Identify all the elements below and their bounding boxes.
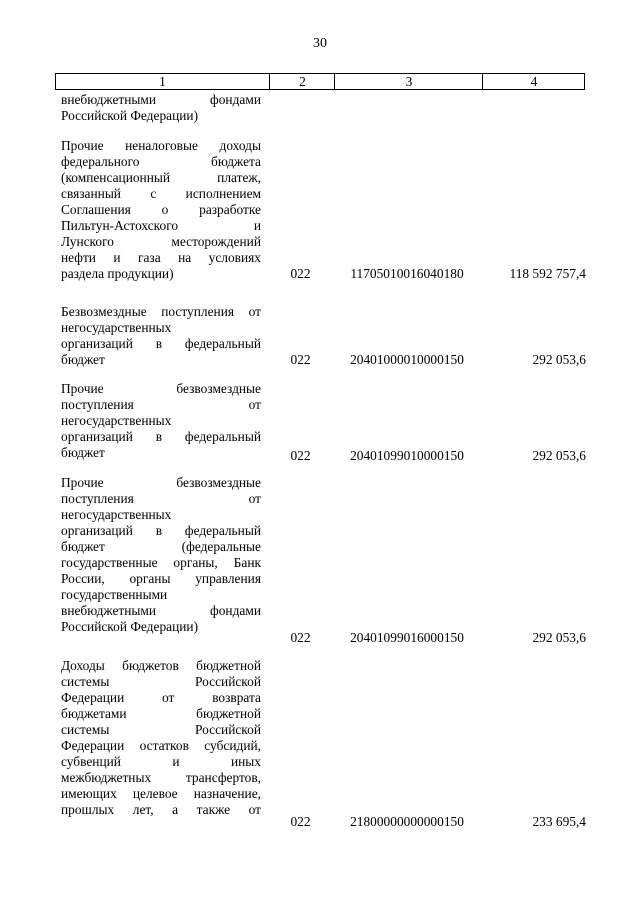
- header-col-4: 4: [482, 74, 585, 89]
- header-col-1: 1: [159, 74, 166, 89]
- classification-code: 20401000010000150: [350, 352, 464, 367]
- name-line: негосударственных: [61, 413, 172, 428]
- row-name: [61, 475, 261, 635]
- page-number: 30: [313, 36, 327, 51]
- amount: 118 592 757,4: [509, 266, 586, 281]
- name-line: нефти и газа на условиях: [61, 250, 261, 265]
- name-line: негосударственных: [61, 507, 172, 522]
- name-line: Доходы бюджетов бюджетной: [61, 658, 261, 673]
- name-line: организаций в федеральный: [61, 336, 261, 351]
- row-name: [61, 304, 261, 368]
- classification-code: 11705010016040180: [350, 266, 464, 281]
- row-name: [61, 92, 261, 124]
- name-line: организаций в федеральный: [61, 429, 261, 444]
- amount: 233 695,4: [532, 814, 586, 829]
- name-line: негосударственных: [61, 320, 172, 335]
- amount: 292 053,6: [532, 352, 586, 367]
- name-line: бюджет: [61, 445, 105, 460]
- classification-code: 20401099016000150: [350, 630, 464, 645]
- name-line: Прочие неналоговые доходы: [61, 138, 261, 153]
- name-line: связанный с исполнением: [61, 186, 261, 201]
- name-line: Пильтун-Астохского и: [61, 218, 261, 233]
- name-line: бюджетами бюджетной: [61, 706, 261, 721]
- name-line: внебюджетными фондами: [61, 92, 261, 107]
- admin-code: 022: [290, 448, 311, 463]
- name-line: системы Российской: [61, 674, 261, 689]
- name-line: Безвозмездные поступления от: [61, 304, 261, 319]
- name-line: прошлых лет, а также от: [61, 802, 261, 817]
- name-line: бюджет (федеральные: [61, 539, 261, 554]
- name-line: Прочие безвозмездные: [61, 381, 261, 396]
- classification-code: 21800000000000150: [350, 814, 464, 829]
- row-name: [61, 658, 261, 818]
- row-name: [61, 381, 261, 461]
- admin-code: 022: [290, 352, 311, 367]
- classification-code: 20401099010000150: [350, 448, 464, 463]
- name-line: межбюджетных трансфертов,: [61, 770, 261, 785]
- name-line: субвенций и иных: [61, 754, 261, 769]
- header-col-2: 2: [269, 74, 335, 89]
- name-line: Федерации от возврата: [61, 690, 261, 705]
- name-line: Соглашения о разработке: [61, 202, 261, 217]
- name-line: государственные органы, Банк: [61, 555, 261, 570]
- row-name: [61, 138, 261, 282]
- amount: 292 053,6: [532, 448, 586, 463]
- name-line: (компенсационный платеж,: [61, 170, 261, 185]
- name-line: системы Российской: [61, 722, 261, 737]
- admin-code: 022: [290, 630, 311, 645]
- admin-code: 022: [290, 266, 311, 281]
- amount: 292 053,6: [532, 630, 586, 645]
- name-line: бюджет: [61, 352, 105, 367]
- name-line: федерального бюджета: [61, 154, 261, 169]
- name-line: государственными: [61, 587, 168, 602]
- table-header: [55, 73, 585, 90]
- name-line: Прочие безвозмездные: [61, 475, 261, 490]
- header-col-3: 3: [334, 74, 483, 89]
- admin-code: 022: [290, 814, 311, 829]
- name-line: поступления от: [61, 491, 261, 506]
- name-line: поступления от: [61, 397, 261, 412]
- name-line: организаций в федеральный: [61, 523, 261, 538]
- name-line: имеющих целевое назначение,: [61, 786, 261, 801]
- name-line: раздела продукции): [61, 266, 174, 281]
- name-line: Федерации остатков субсидий,: [61, 738, 261, 753]
- name-line: России, органы управления: [61, 571, 261, 586]
- name-line: Российской Федерации): [61, 108, 199, 123]
- name-line: Лунского месторождений: [61, 234, 261, 249]
- name-line: Российской Федерации): [61, 619, 199, 634]
- name-line: внебюджетными фондами: [61, 603, 261, 618]
